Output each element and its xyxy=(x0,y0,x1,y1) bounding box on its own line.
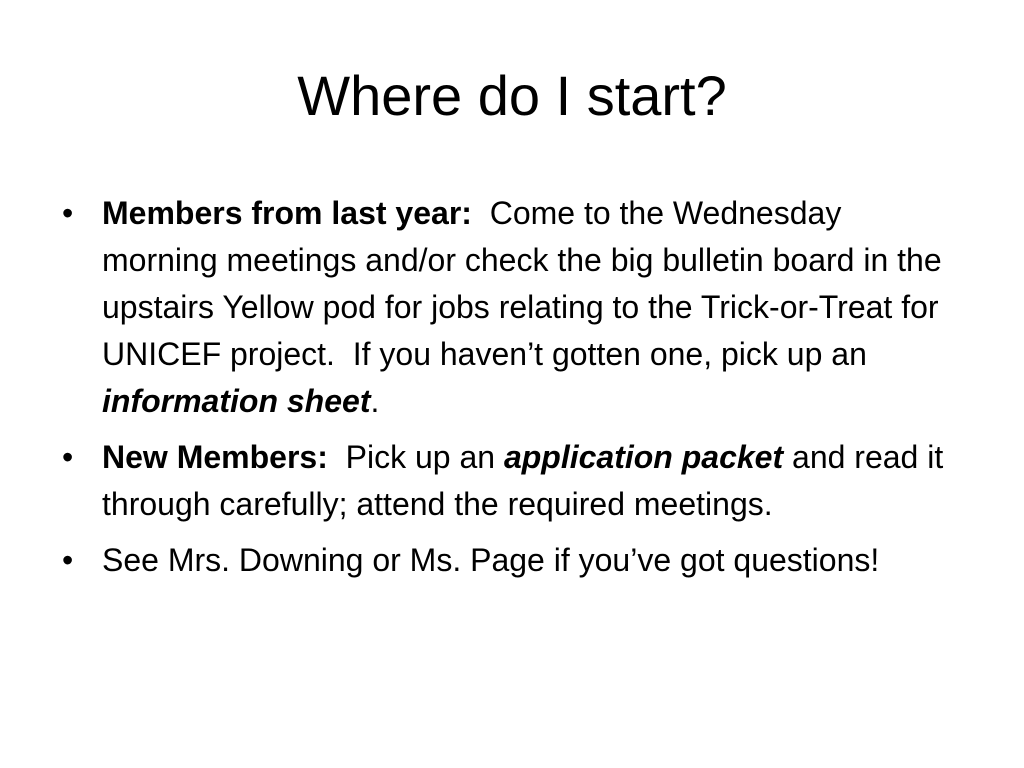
bullet-text: Come to the Wednesday morning meetings and/or check the big bulletin board in the upstairs Yellow pod for jobs relating to the Trick-or-Treat for UNICEF project. If you haven’t gotten one, pick up an xyxy=(102,195,951,372)
bullet-icon: • xyxy=(62,439,74,475)
bullet-lead: Members from last year: xyxy=(102,195,472,231)
slide-title: Where do I start? xyxy=(297,64,727,127)
bullet-lead: New Members: xyxy=(102,439,328,475)
bullet-emphasis: information sheet xyxy=(102,383,371,419)
bullet-icon: • xyxy=(62,195,74,231)
bullet-item-new-members xyxy=(62,434,962,528)
bullet-icon: • xyxy=(62,542,74,578)
bullet-list xyxy=(62,190,962,593)
bullet-text-end: and read it through carefully; attend the required meetings. xyxy=(102,439,944,522)
bullet-item-questions xyxy=(62,537,962,584)
bullet-text: See Mrs. Downing or Ms. Page if you’ve got questions! xyxy=(102,542,880,578)
bullet-text-end: . xyxy=(370,383,380,419)
bullet-emphasis: application packet xyxy=(503,439,784,475)
bullet-text: Pick up an xyxy=(327,439,504,475)
bullet-item-returning-members xyxy=(62,190,962,425)
